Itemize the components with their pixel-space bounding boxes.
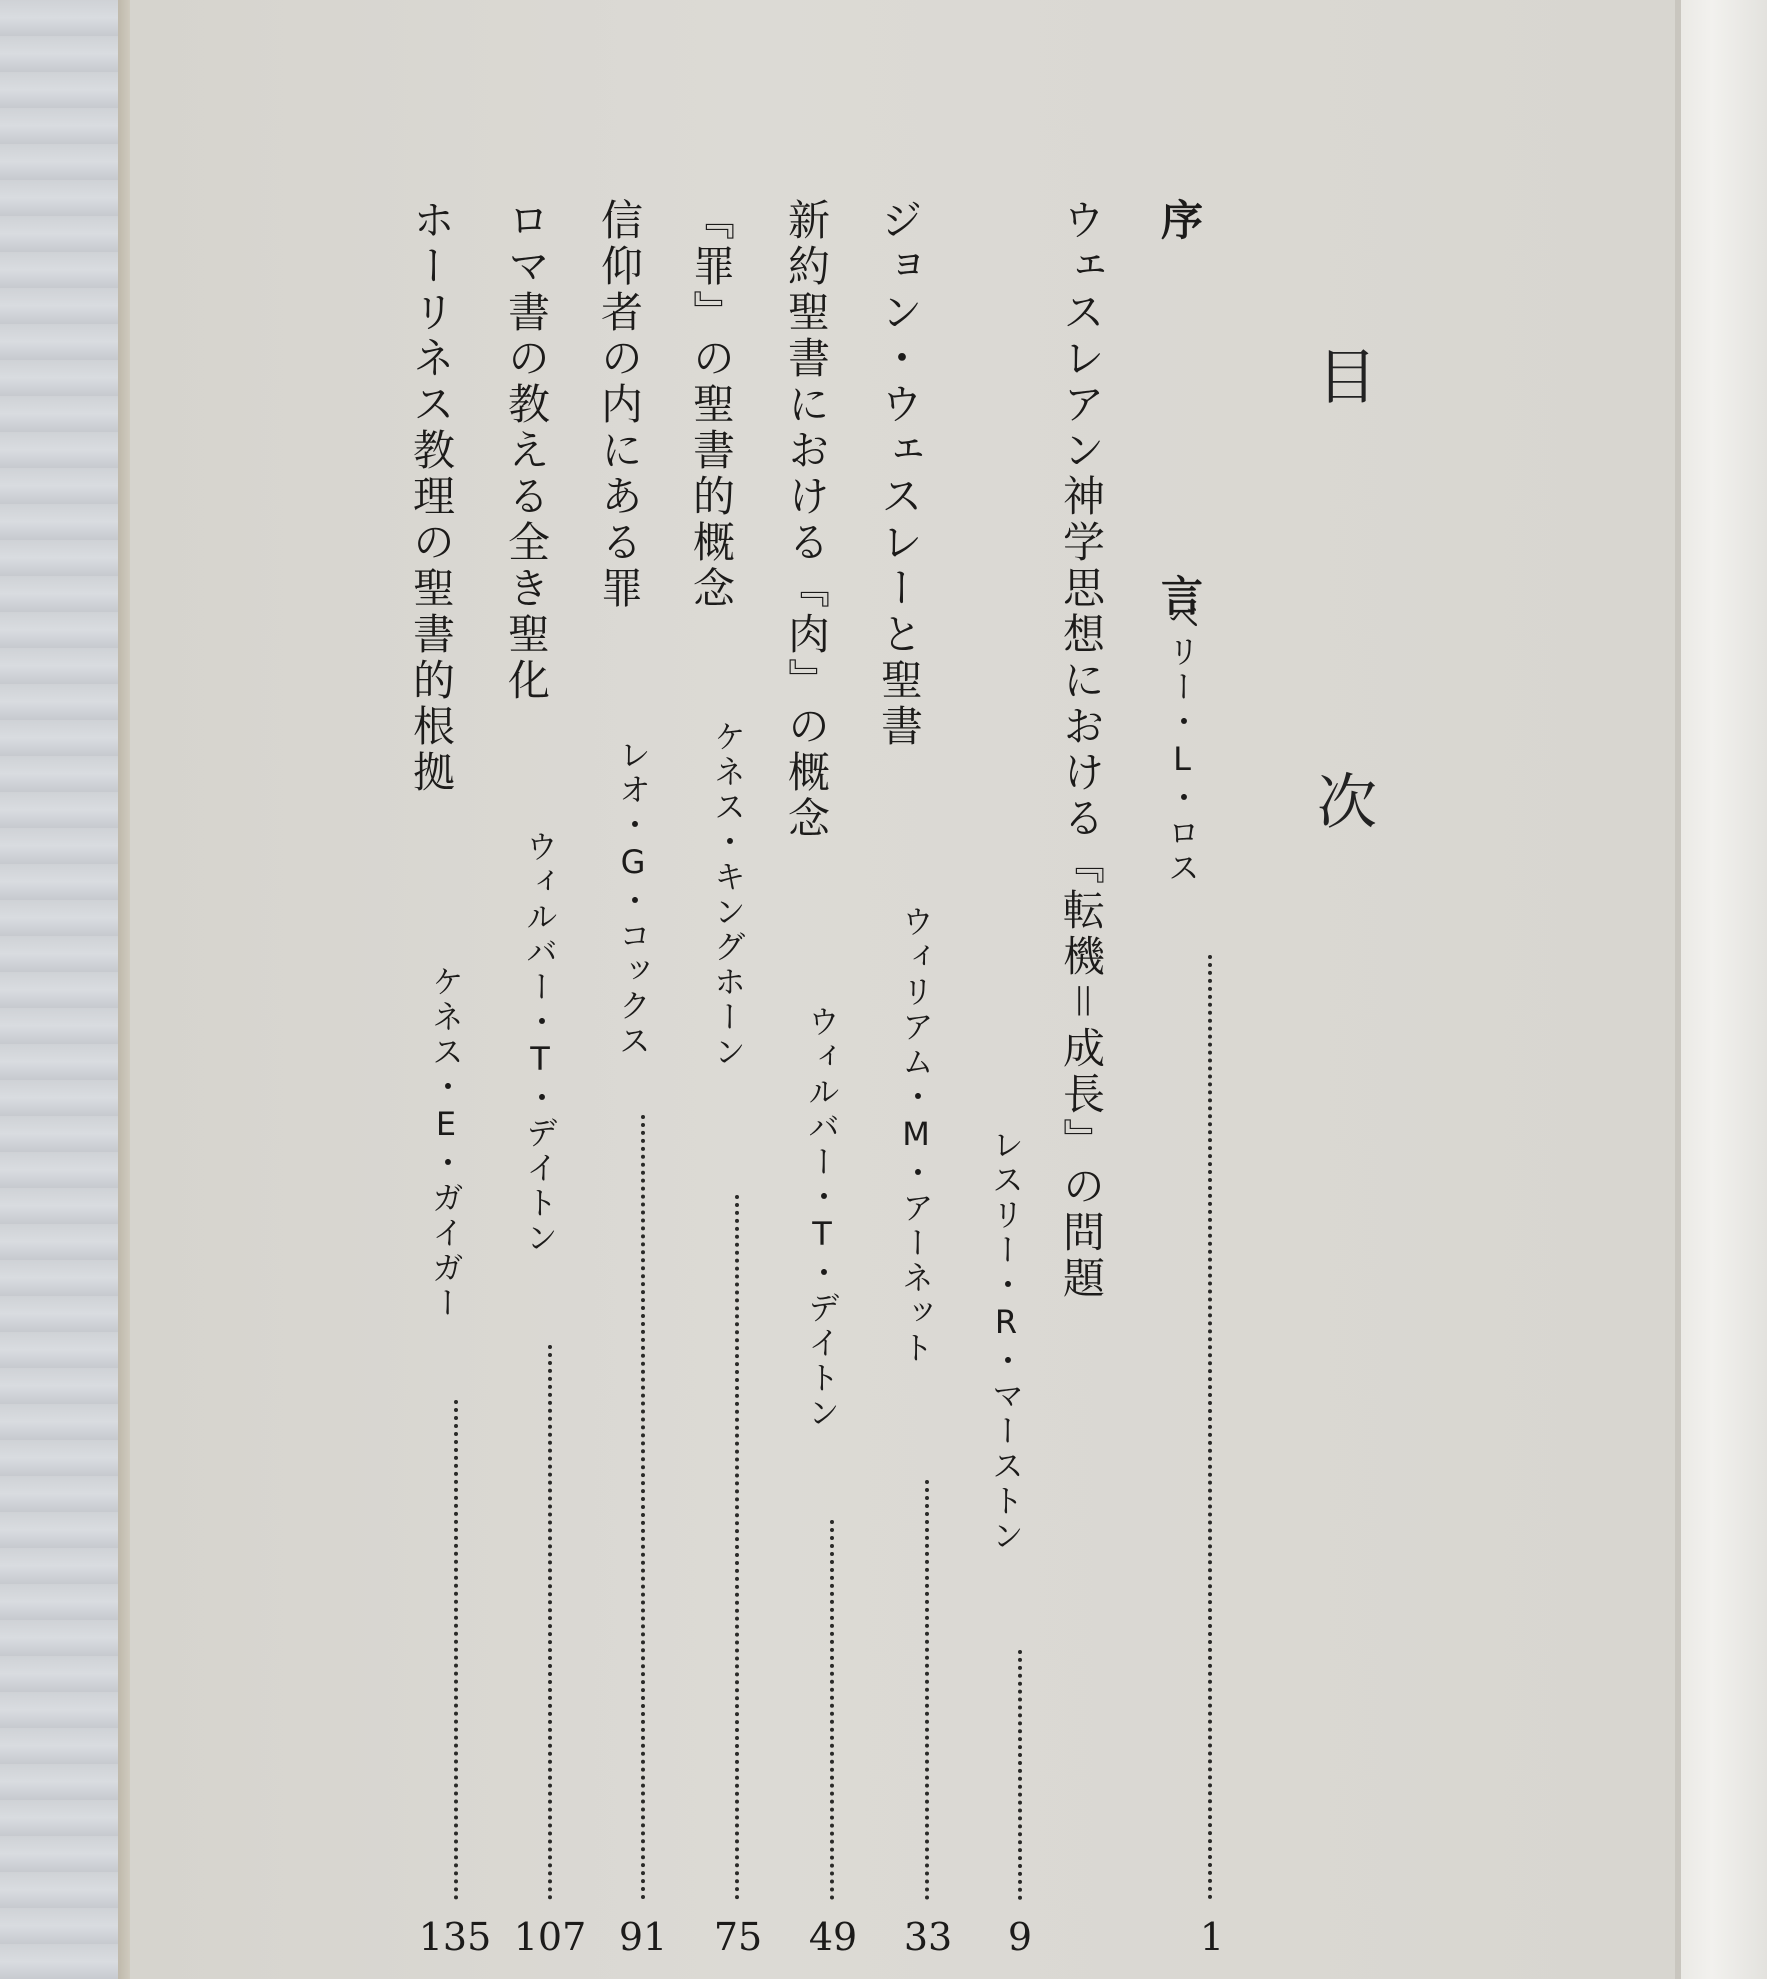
toc-entry-2-page: 9 <box>1007 1915 1033 1959</box>
background-strip <box>0 0 125 1979</box>
toc-entry-3-leader <box>925 1480 929 1900</box>
toc-entry-4-title: 新約聖書における『肉』の概念 <box>782 198 831 842</box>
toc-entry-4-leader <box>830 1520 834 1900</box>
toc-entry-5-title: 『罪』の聖書的概念 <box>687 198 736 612</box>
toc-entry-3-page: 33 <box>903 1915 953 1959</box>
toc-entry-8-author: ケネス・E・ガイガー <box>427 965 465 1321</box>
toc-entry-1-page: 1 <box>1199 1915 1225 1959</box>
toc-entry-7-leader <box>548 1345 552 1900</box>
toc-entry-1-author: ベリー・L・ロス <box>1163 600 1201 886</box>
toc-entry-1-title: 序 言 <box>1155 198 1204 668</box>
heading-char-1: 目 <box>1317 343 1377 413</box>
heading-char-2: 次 <box>1317 768 1377 838</box>
toc-entry-2-author: レスリー・R・マーストン <box>987 1128 1025 1554</box>
toc-entry-4-author: ウィルバー・T・デイトン <box>803 1005 841 1431</box>
toc-entry-4-page: 49 <box>808 1915 858 1959</box>
toc-entry-5-page: 75 <box>713 1915 763 1959</box>
toc-entry-8-title: ホーリネス教理の聖書的根拠 <box>407 198 456 796</box>
facing-page-edge <box>1675 0 1767 1979</box>
toc-entry-8-leader <box>454 1400 458 1900</box>
toc-entry-1-leader <box>1208 955 1212 1900</box>
toc-entry-3-author: ウィリアム・M・アーネット <box>897 905 935 1366</box>
toc-entry-2-title: ウェスレアン神学思想における『転機＝成長』の問題 <box>1057 198 1106 1302</box>
toc-entry-7-title: ロマ書の教える全き聖化 <box>502 198 551 704</box>
toc-entry-6-leader <box>641 1115 645 1900</box>
toc-entry-6-title: 信仰者の内にある罪 <box>595 198 644 612</box>
toc-entry-2-leader <box>1018 1650 1022 1900</box>
toc-entry-7-page: 107 <box>513 1915 587 1959</box>
toc-entry-6-author: レオ・G・コックス <box>614 738 652 1059</box>
toc-entry-8-page: 135 <box>418 1915 492 1959</box>
toc-entry-5-leader <box>735 1195 739 1900</box>
toc-entry-5-author: ケネス・キングホーン <box>709 720 747 1070</box>
toc-entry-6-page: 91 <box>618 1915 668 1959</box>
toc-entry-3-title: ジョン・ウェスレーと聖書 <box>875 198 924 750</box>
toc-entry-7-author: ウィルバー・T・デイトン <box>521 830 559 1256</box>
